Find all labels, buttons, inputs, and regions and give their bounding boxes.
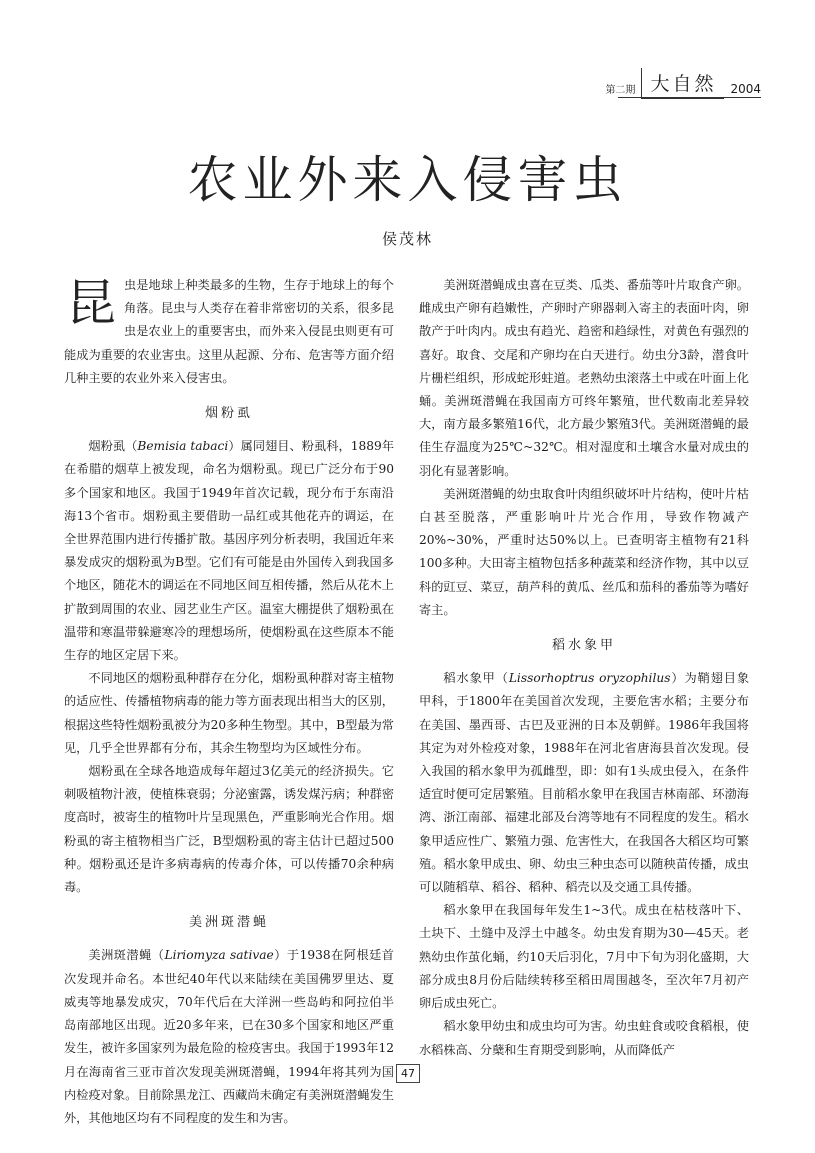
left-column <box>64 274 394 1130</box>
whitefly-paragraph-2: 不同地区的烟粉虱种群存在分化，烟粉虱种群对寄主植物的适应性、传播植物病毒的能力等方面表现出相当大的区别，根据这些特性烟粉虱被分为20多种生物型。其中，B型最为常见，几乎全世界都有分布，其余生物型均为区域性分布。 <box>64 671 394 755</box>
section-heading-leafminer: 美洲斑潜蝇 <box>188 915 269 931</box>
latin-name: Liriomyza sativae <box>164 948 274 963</box>
article-title: 农业外来入侵害虫 <box>187 151 628 209</box>
issue-label: 第二期 <box>605 85 636 96</box>
whitefly-paragraph-1: 烟粉虱（Bemisia tabaci）属同翅目、粉虱科，1889年在希腊的烟草上被发现，命名为烟粉虱。现已广泛分布于90多个国家和地区。我国于1949年首次记载，现分布于东南沿海13个省市。烟粉虱主要借助一品红或其他花卉的调运，在全世界范围内进行传播扩散。基因序列分析表明，我国近年来暴发成灾的烟粉虱为B型。它们有可能是由外国传入到我国多个地区，随花木的调运在不同地区间互相传播，然后从花木上扩散到周围的农业、园艺业生产区。温室大棚提供了烟粉虱在温带和寒温带躲避寒冷的理想场所，使烟粉虱在这些原本不能生存的地区定居下来。 <box>64 439 395 663</box>
latin-name: Lissorhoptrus oryzophilus <box>508 671 671 686</box>
page-number: 47 <box>396 1064 420 1083</box>
dropcap: 昆 <box>66 274 116 332</box>
weevil-paragraph-3: 稻水象甲幼虫和成虫均可为害。幼虫蛀食或咬食稻根，使水稻株高、分蘖和生育期受到影响，从而降低产 <box>419 1019 749 1057</box>
weevil-paragraph-1: 稻水象甲（Lissorhoptrus oryzophilus）为鞘翅目象甲科，于1800年在美国首次发现，主要危害水稻；主要分布在美国、墨西哥、古巴及亚洲的日本及朝鲜。1986年我国将其定为对外检疫对象，1988年在河北省唐海县首次发现。侵入我国的稻水象甲为孤雌型，即：如有1头成虫侵入，在条件适宜时便可定居繁殖。目前稻水象甲在我国吉林南部、环渤海湾、浙江南部、福建北部及台湾等地有不同程度的发生。稻水象甲适应性广、繁殖力强、危害性大，在我国各大稻区均可繁殖。稻水象甲成虫、卵、幼虫三种虫态可以随秧苗传播，成虫可以随稻草、稻谷、稻种、稻壳以及交通工具传播。 <box>419 671 750 895</box>
leafminer-paragraph-2: 美洲斑潜蝇成虫喜在豆类、瓜类、番茄等叶片取食产卵。雌成虫产卵有趋嫩性，产卵时产卵器刺入寄主的表面叶肉，卵散产于叶肉内。成虫有趋光、趋密和趋绿性，对黄色有强烈的喜好。取食、交尾和产卵均在白天进行。幼虫分3龄，潜食叶片栅栏组织，形成蛇形蛀道。老熟幼虫滚落土中或在叶面上化蛹。美洲斑潜蝇在我国南方可终年繁殖，世代数南北差异较大，南方最多繁殖16代，北方最少繁殖3代。美洲斑潜蝇的最佳生存温度为25℃~32℃。相对湿度和土壤含水量对成虫的羽化有显著影响。 <box>419 278 749 478</box>
leafminer-paragraph-1: 美洲斑潜蝇（Liriomyza sativae）于1938在阿根廷首次发现并命名。本世纪40年代以来陆续在美国佛罗里达、夏威夷等地暴发成灾，70年代后在大洋洲一些岛屿和阿拉伯半岛南部地区出现。近20多年来，已在30多个国家和地区严重发生，被许多国家列为最危险的检疫害虫。我国于1993年12月在海南省三亚市首次发现美洲斑潜蝇，1994年将其列为国内检疫对象。目前除黑龙江、西藏尚未确定有美洲斑潜蝇发生外，其他地区均有不同程度的发生和为害。 <box>64 948 394 1125</box>
section-heading-whitefly: 烟粉虱 <box>204 406 253 422</box>
masthead <box>605 68 761 99</box>
intro-paragraph <box>64 274 394 390</box>
masthead-rule <box>618 97 761 98</box>
leafminer-paragraph-3: 美洲斑潜蝇的幼虫取食叶肉组织破坏叶片结构，使叶片枯白甚至脱落，严重影响叶片光合作用，导致作物减产20%~30%，严重时达50%以上。已查明寄主植物有21科100多种。大田寄主植物包括多种蔬菜和经济作物，其中以豆科的豇豆、菜豆，葫芦科的黄瓜、丝瓜和茄科的番茄等为嗜好寄主。 <box>419 486 749 617</box>
issue-year: 2004 <box>730 82 761 96</box>
section-heading-weevil: 稻水象甲 <box>551 638 616 654</box>
magazine-name: 大自然 <box>641 68 724 99</box>
whitefly-paragraph-3: 烟粉虱在全球各地造成每年超过3亿美元的经济损失。它刺吸植物汁液，使植株衰弱；分泌蜜露，诱发煤污病；种群密度高时，被寄生的植物叶片呈现黑色，严重影响光合作用。烟粉虱的寄主植物相当广泛，B型烟粉虱的寄主估计已超过500种。烟粉虱还是许多病毒病的传毒介体，可以传播70余种病毒。 <box>64 764 394 895</box>
article-author: 侯茂林 <box>381 230 433 248</box>
right-column <box>419 274 749 1062</box>
intro-text: 虫是地球上种类最多的生物，生存于地球上的每个角落。昆虫与人类存在着非常密切的关系，很多昆虫是农业上的重要害虫，而外来入侵昆虫则更有可能成为重要的农业害虫。这里从起源、分布、危害等方面介绍几种主要的农业外来入侵害虫。 <box>64 278 394 385</box>
latin-name: Bemisia tabaci <box>137 439 229 454</box>
weevil-paragraph-2: 稻水象甲在我国每年发生1~3代。成虫在枯枝落叶下、土块下、土缝中及浮土中越冬。幼虫发育期为30—45天。老熟幼虫作茧化蛹，约10天后羽化，7月中下旬为羽化盛期，大部分成虫8月份后陆续转移至稻田周围越冬，至次年7月初产卵后成虫死亡。 <box>419 903 749 1011</box>
